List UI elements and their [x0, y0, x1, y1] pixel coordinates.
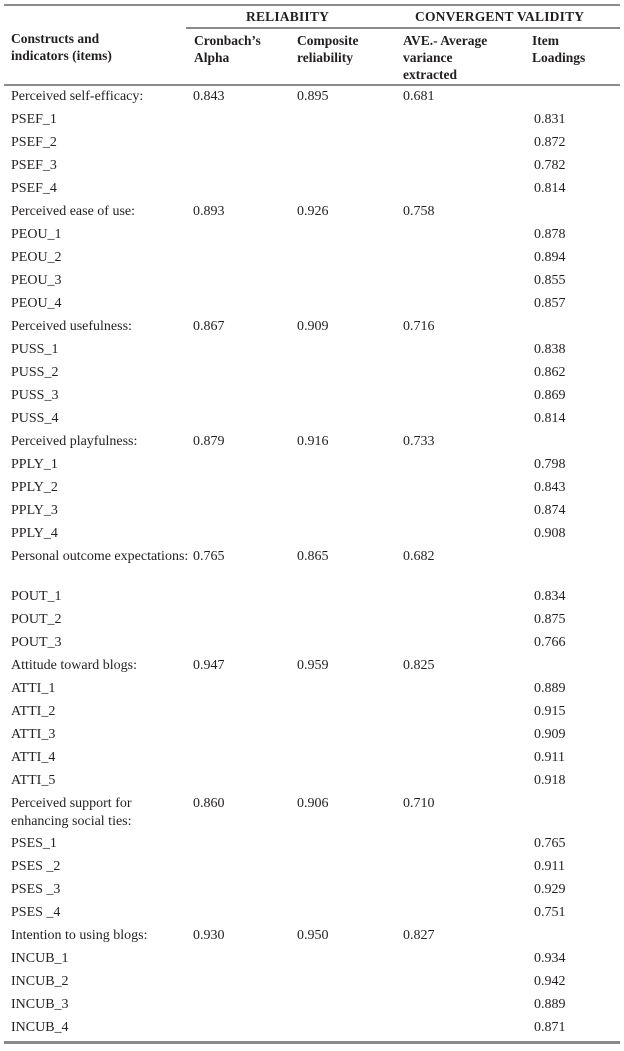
item-loading-cell: 0.838	[534, 342, 566, 357]
indicator-row	[4, 111, 620, 134]
indicator-row	[4, 950, 620, 973]
row-label: INCUB_1	[11, 951, 69, 966]
indicator-row	[4, 364, 620, 387]
item-loading-cell: 0.911	[534, 750, 565, 765]
indicator-row	[4, 226, 620, 249]
row-label: PSES _3	[11, 882, 61, 897]
indicator-row	[4, 410, 620, 433]
item-loading-cell: 0.857	[534, 296, 566, 311]
row-label: ATTI_5	[11, 773, 56, 788]
row-label: PSEF_3	[11, 158, 57, 173]
row-label: PUSS_1	[11, 342, 59, 357]
header-line: AVE.- Average	[403, 33, 488, 48]
ave-cell: 0.825	[403, 658, 435, 673]
indicator-row	[4, 249, 620, 272]
construct-row	[4, 548, 620, 588]
indicator-row	[4, 525, 620, 548]
column-header-cronbach-alpha	[194, 32, 261, 66]
ave-cell: 0.681	[403, 89, 435, 104]
cronbach-alpha-cell: 0.947	[193, 658, 225, 673]
header-line: variance	[403, 50, 453, 65]
composite-reliability-cell: 0.950	[297, 928, 329, 943]
indicator-row	[4, 588, 620, 611]
row-label: Intention to using blogs:	[11, 928, 148, 943]
item-loading-cell: 0.934	[534, 951, 566, 966]
row-label: ATTI_3	[11, 727, 56, 742]
item-loading-cell: 0.834	[534, 589, 566, 604]
header-line: Alpha	[194, 50, 230, 65]
group-header-reliability: RELIABIITY	[246, 9, 330, 24]
cronbach-alpha-cell: 0.930	[193, 928, 225, 943]
row-label: PUSS_4	[11, 411, 59, 426]
header-line: Loadings	[532, 50, 586, 65]
column-header-composite-reliability	[297, 32, 359, 66]
row-label: POUT_2	[11, 612, 62, 627]
indicator-row	[4, 749, 620, 772]
cronbach-alpha-cell: 0.867	[193, 319, 225, 334]
header-line: reliability	[297, 50, 353, 65]
composite-reliability-cell: 0.916	[297, 434, 329, 449]
cronbach-alpha-cell: 0.860	[193, 796, 225, 811]
cronbach-alpha-cell: 0.893	[193, 204, 225, 219]
item-loading-cell: 0.765	[534, 836, 566, 851]
item-loading-cell: 0.878	[534, 227, 566, 242]
indicator-row	[4, 611, 620, 634]
item-loading-cell: 0.782	[534, 158, 566, 173]
bottom-rule	[4, 1041, 620, 1044]
indicator-row	[4, 772, 620, 795]
row-label: INCUB_3	[11, 997, 69, 1012]
table-body	[4, 88, 620, 1042]
header-line: indicators (items)	[11, 48, 112, 63]
construct-row	[4, 657, 620, 680]
row-label: PSEF_4	[11, 181, 57, 196]
item-loading-cell: 0.942	[534, 974, 566, 989]
column-header-ave	[403, 32, 487, 83]
row-label: POUT_3	[11, 635, 62, 650]
item-loading-cell: 0.908	[534, 526, 566, 541]
row-label: PSEF_2	[11, 135, 57, 150]
indicator-row	[4, 180, 620, 203]
indicator-row	[4, 502, 620, 525]
header-line: Cronbach’s	[194, 33, 261, 48]
item-loading-cell: 0.889	[534, 997, 566, 1012]
row-label: ATTI_2	[11, 704, 56, 719]
item-loading-cell: 0.894	[534, 250, 566, 265]
indicator-row	[4, 479, 620, 502]
composite-reliability-cell: 0.909	[297, 319, 329, 334]
row-label: Attitude toward blogs:	[11, 658, 137, 673]
row-label: INCUB_2	[11, 974, 69, 989]
composite-reliability-cell: 0.906	[297, 796, 329, 811]
indicator-row	[4, 904, 620, 927]
row-label: Perceived support for enhancing social ties:	[11, 796, 132, 829]
row-label: PPLY_1	[11, 457, 58, 472]
row-label: ATTI_1	[11, 681, 56, 696]
indicator-row	[4, 634, 620, 657]
composite-reliability-cell: 0.926	[297, 204, 329, 219]
row-label: PSES_1	[11, 836, 57, 851]
item-loading-cell: 0.929	[534, 882, 566, 897]
group-header-rule	[186, 27, 620, 29]
indicator-row	[4, 341, 620, 364]
indicator-row	[4, 387, 620, 410]
row-label: PSEF_1	[11, 112, 57, 127]
item-loading-cell: 0.874	[534, 503, 566, 518]
item-loading-cell: 0.911	[534, 859, 565, 874]
row-label: PUSS_3	[11, 388, 59, 403]
indicator-row	[4, 858, 620, 881]
group-header-convergent-validity: CONVERGENT VALIDITY	[415, 9, 585, 24]
indicator-row	[4, 703, 620, 726]
indicator-row	[4, 272, 620, 295]
row-label: PEOU_2	[11, 250, 62, 265]
indicator-row	[4, 726, 620, 749]
construct-row	[4, 795, 620, 835]
row-label: INCUB_4	[11, 1020, 69, 1035]
composite-reliability-cell: 0.959	[297, 658, 329, 673]
ave-cell: 0.716	[403, 319, 435, 334]
item-loading-cell: 0.918	[534, 773, 566, 788]
item-loading-cell: 0.843	[534, 480, 566, 495]
item-loading-cell: 0.871	[534, 1020, 566, 1035]
item-loading-cell: 0.766	[534, 635, 566, 650]
construct-row	[4, 433, 620, 456]
row-label: PPLY_3	[11, 503, 58, 518]
header-line: Composite	[297, 33, 359, 48]
row-label: Personal outcome expectations:	[11, 549, 189, 564]
ave-cell: 0.733	[403, 434, 435, 449]
indicator-row	[4, 881, 620, 904]
ave-cell: 0.710	[403, 796, 435, 811]
indicator-row	[4, 680, 620, 703]
item-loading-cell: 0.798	[534, 457, 566, 472]
cronbach-alpha-cell: 0.843	[193, 89, 225, 104]
header-line: extracted	[403, 67, 457, 82]
header-line: Constructs and	[11, 31, 100, 46]
row-label: PSES _2	[11, 859, 61, 874]
header-line: Item	[532, 33, 559, 48]
item-loading-cell: 0.855	[534, 273, 566, 288]
cronbach-alpha-cell: 0.765	[193, 549, 225, 564]
ave-cell: 0.827	[403, 928, 435, 943]
item-loading-cell: 0.862	[534, 365, 566, 380]
top-rule	[4, 4, 620, 6]
item-loading-cell: 0.872	[534, 135, 566, 150]
indicator-row	[4, 295, 620, 318]
indicator-row	[4, 456, 620, 479]
row-label: PPLY_4	[11, 526, 58, 541]
composite-reliability-cell: 0.895	[297, 89, 329, 104]
row-label: Perceived playfulness:	[11, 434, 138, 449]
item-loading-cell: 0.814	[534, 181, 566, 196]
item-loading-cell: 0.751	[534, 905, 566, 920]
row-label: PEOU_3	[11, 273, 62, 288]
row-label: PEOU_4	[11, 296, 62, 311]
item-loading-cell: 0.875	[534, 612, 566, 627]
construct-row	[4, 927, 620, 950]
indicator-row	[4, 1019, 620, 1042]
item-loading-cell: 0.915	[534, 704, 566, 719]
column-header-item-loadings	[532, 32, 585, 66]
ave-cell: 0.682	[403, 549, 435, 564]
row-label: Perceived ease of use:	[11, 204, 135, 219]
construct-row	[4, 203, 620, 226]
row-label: POUT_1	[11, 589, 62, 604]
row-label: PPLY_2	[11, 480, 58, 495]
column-header-constructs	[11, 30, 112, 64]
row-label: PSES _4	[11, 905, 61, 920]
row-label: Perceived usefulness:	[11, 319, 132, 334]
row-label: PEOU_1	[11, 227, 62, 242]
composite-reliability-cell: 0.865	[297, 549, 329, 564]
item-loading-cell: 0.909	[534, 727, 566, 742]
indicator-row	[4, 996, 620, 1019]
indicator-row	[4, 835, 620, 858]
header-rule	[4, 84, 620, 86]
row-label: PUSS_2	[11, 365, 59, 380]
item-loading-cell: 0.831	[534, 112, 566, 127]
row-label: Perceived self-efficacy:	[11, 89, 144, 104]
indicator-row	[4, 973, 620, 996]
cronbach-alpha-cell: 0.879	[193, 434, 225, 449]
row-label: ATTI_4	[11, 750, 56, 765]
construct-row	[4, 88, 620, 111]
indicator-row	[4, 134, 620, 157]
ave-cell: 0.758	[403, 204, 435, 219]
item-loading-cell: 0.869	[534, 388, 566, 403]
item-loading-cell: 0.814	[534, 411, 566, 426]
construct-row	[4, 318, 620, 341]
indicator-row	[4, 157, 620, 180]
item-loading-cell: 0.889	[534, 681, 566, 696]
